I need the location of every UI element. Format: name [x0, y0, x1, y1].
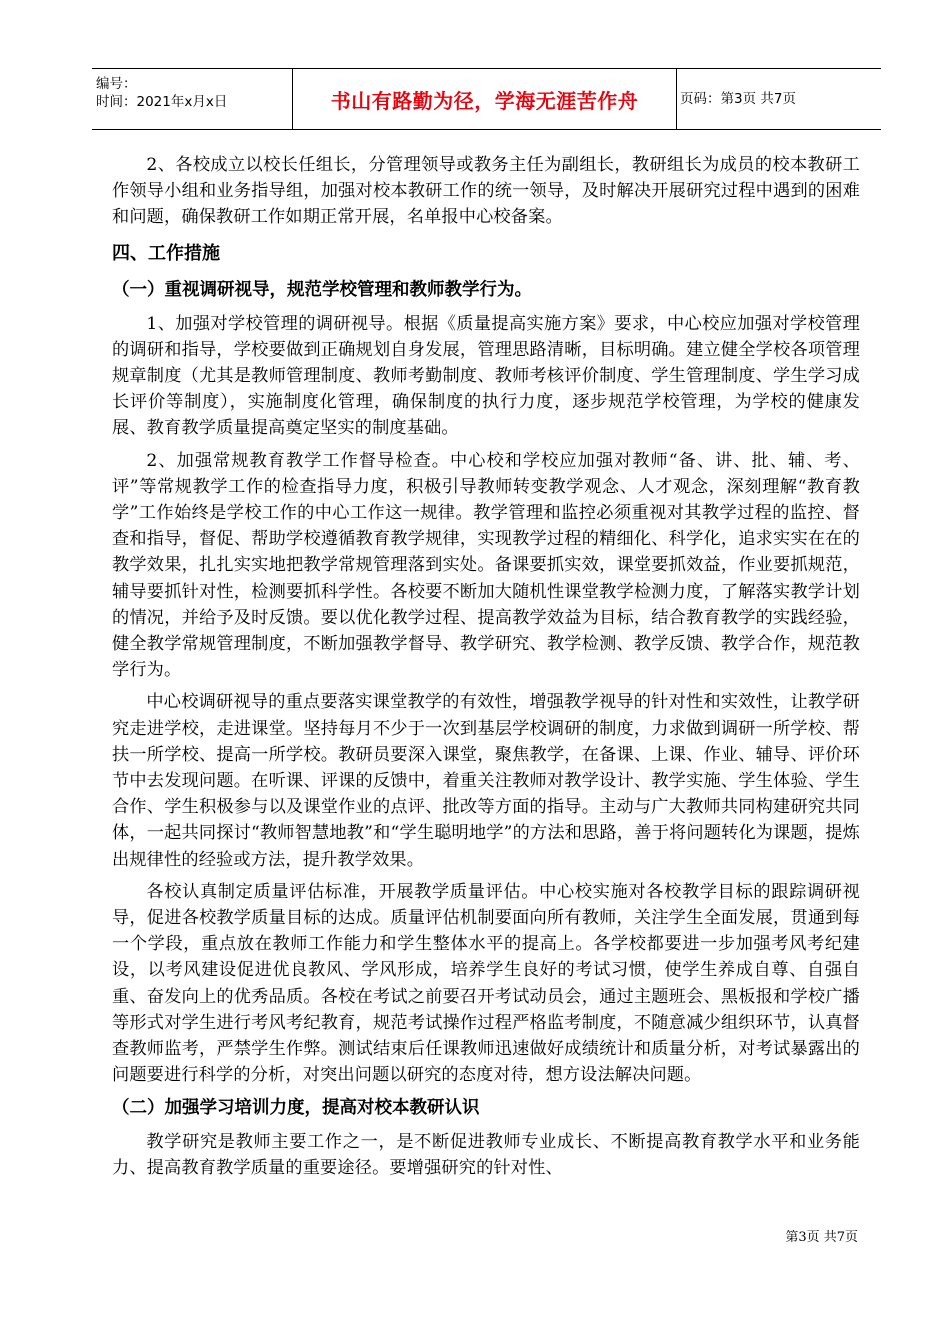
document-body	[112, 152, 860, 1187]
section-heading-work-measures: 四、工作措施	[112, 242, 220, 264]
header-page-cell	[676, 69, 885, 129]
page-footer: 第3页 共7页	[785, 1230, 858, 1245]
paragraph-1: 1、加强对学校管理的调研视导。根据《质量提高实施方案》要求，中心校应加强对学校管理的调研和指导，学校要做到正确规划自身发展，管理思路清晰，目标明确。建立健全学校各项管理规章制度（尤其是教师管理制度、教师考勤制度、教师考核评价制度、学生管理制度、学生学习成长评价等制度），实施制度化管理，确保制度的执行力度，逐步规范学校管理，为学校的健康发展、教育教学质量提高奠定坚实的制度基础。	[112, 313, 860, 439]
paragraph-4: 各校认真制定质量评估标准，开展教学质量评估。中心校实施对各校教学目标的跟踪调研视导，促进各校教学质量目标的达成。质量评估机制要面向所有教师，关注学生全面发展，贯通到每一个学段，重点放在教师工作能力和学生整体水平的提高上。各学校都要进一步加强考风考纪建设，以考风建设促进优良教风、学风形成，培养学生良好的考试习惯，使学生养成自尊、自强自重、奋发向上的优秀品质。各校在考试之前要召开考试动员会，通过主题班会、黑板报和学校广播等形式对学生进行考风考纪教育，规范考试操作过程严格监考制度，不随意减少组织环节，认真督查教师监考，严禁学生作弊。测试结束后任课教师迅速做好成绩统计和质量分析，对考试暴露出的问题要进行科学的分析，对突出问题以研究的态度对待，想方设法解决问题。	[112, 881, 860, 1086]
subsection-heading-2: （二）加强学习培训力度，提高对校本教研认识	[112, 1097, 480, 1118]
paragraph-2: 2、加强常规教育教学工作督导检查。中心校和学校应加强对教师“备、讲、批、辅、考、评”等常规教学工作的检查指导力度，积极引导教师转变教学观念、人才观念，深刻理解“教育教学”工作始终是学校工作的中心工作这一规律。教学管理和监控必须重视对其教学过程的监控、督查和指导，督促、帮助学校遵循教育教学规律，实现教学过程的精细化、科学化，追求实实在在的教学效果，扎扎实实地把教学常规管理落到实处。备课要抓实效，课堂要抓效益，作业要抓规范，辅导要抓针对性，检测要抓科学性。各校要不断加大随机性课堂教学检测力度，了解落实教学计划的情况，并给予及时反馈。要以优化教学过程、提高教学效益为目标，结合教育教学的实践经验，健全教学常规管理制度，不断加强教学督导、教学研究、教学检测、教学反馈、教学合作，规范教学行为。	[112, 450, 860, 681]
page-header	[92, 68, 881, 130]
paragraph-intro: 2、各校成立以校长任组长，分管理领导或教务主任为副组长，教研组长为成员的校本教研工作领导小组和业务指导组，加强对校本教研工作的统一领导，及时解决开展研究过程中遇到的困难和问题，确保教研工作如期正常开展，名单报中心校备案。	[112, 155, 860, 228]
header-motto: 书山有路勤为径，学海无涯苦作舟	[330, 88, 639, 113]
paragraph-5: 教学研究是教师主要工作之一，是不断促进教师专业成长、不断提高教育教学水平和业务能力、提高教育教学质量的重要途径。要增强研究的针对性、	[112, 1131, 860, 1178]
subsection-heading-1: （一）重视调研视导，规范学校管理和教师教学行为。	[112, 279, 532, 300]
document-number-label: 编号：	[96, 76, 137, 92]
header-info-cell	[92, 69, 292, 129]
header-motto-cell	[292, 69, 677, 129]
document-date-label: 时间：2021年x月x日	[96, 94, 228, 110]
paragraph-3: 中心校调研视导的重点要落实课堂教学的有效性，增强教学视导的针对性和实效性，让教学研究走进学校，走进课堂。坚持每月不少于一次到基层学校调研的制度，力求做到调研一所学校、帮扶一所学校、提高一所学校。教研员要深入课堂，聚焦教学，在备课、上课、作业、辅导、评价环节中去发现问题。在听课、评课的反馈中，着重关注教师对教学设计、教学实施、学生体验、学生合作、学生积极参与以及课堂作业的点评、批改等方面的指导。主动与广大教师共同构建研究共同体，一起共同探讨“教师智慧地教”和“学生聪明地学”的方法和思路，善于将问题转化为课题，提炼出规律性的经验或方法，提升教学效果。	[112, 692, 860, 870]
header-page-number: 页码：第3页 共7页	[680, 91, 796, 107]
